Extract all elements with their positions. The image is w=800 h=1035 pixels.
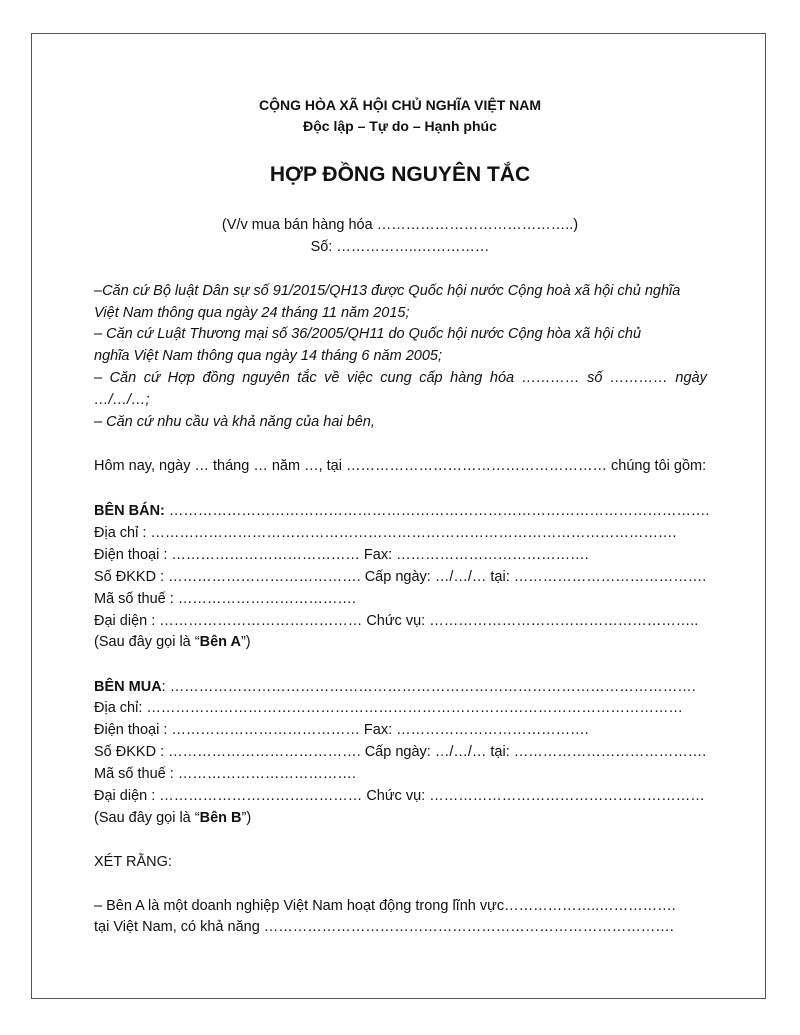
basis-word: cung [380, 370, 412, 386]
buyer-tax-code: Mã số thuế : ………………………………. [94, 766, 356, 782]
contract-title: HỢP ĐỒNG NGUYÊN TẮC [269, 163, 531, 186]
basis-commercial-law-1: – Căn cứ Luật Thương mại số 36/2005/QH11 do Quốc hội nước Cộng hòa xã hội chủ [94, 326, 642, 342]
basis-word: số [587, 370, 603, 386]
whereas-heading: XÉT RẰNG: [94, 854, 172, 870]
basis-framework-date: …/…/…; [94, 392, 150, 408]
buyer-name-blank: : ………………………………………………………………………………………………. [161, 679, 696, 695]
contract-subject: (V/v mua bán hàng hóa …………………………………..) [221, 217, 579, 233]
seller-name-line [94, 502, 709, 520]
basis-word: Căn [109, 370, 137, 386]
basis-word: việc [346, 370, 373, 386]
seller-note-prefix: (Sau đây gọi là “ [94, 634, 200, 650]
basis-civil-code-2: Việt Nam thông qua ngày 24 tháng 11 năm 2015; [94, 305, 410, 321]
basis-framework-contract [94, 369, 707, 387]
basis-word: nguyên [242, 370, 290, 386]
seller-alias-note [94, 633, 251, 651]
seller-phone-fax: Điện thoại : ………………………………… Fax: …………………………………. [94, 547, 589, 563]
seller-alias: Bên A [199, 634, 241, 650]
buyer-label: BÊN MUA [94, 679, 162, 695]
buyer-business-registration: Số ĐKKD : …………………………………. Cấp ngày: …/…/… tại: …………………………………. [94, 744, 707, 760]
basis-word: ………… [521, 370, 580, 386]
motto: Độc lập – Tự do – Hạnh phúc [303, 118, 497, 134]
basis-word: tắc [297, 370, 317, 386]
country-header: CỘNG HÒA XÃ HỘI CHỦ NGHĨA VIỆT NAM [258, 97, 542, 113]
buyer-alias: Bên B [199, 810, 242, 826]
basis-word: cứ [143, 370, 161, 386]
whereas-clause-1: – Bên A là một doanh nghiệp Việt Nam hoạt động trong lĩnh vực………………..……………. [94, 898, 676, 914]
buyer-representative: Đại diện : …………………………………… Chức vụ: ………………………………………………… [94, 788, 705, 804]
basis-word: đồng [202, 370, 235, 386]
basis-needs: – Căn cứ nhu cầu và khả năng của hai bên, [94, 414, 375, 430]
seller-business-registration: Số ĐKKD : …………………………………. Cấp ngày: …/…/… tại: …………………………………. [94, 569, 707, 585]
seller-address: Địa chỉ : ………………………………………………………………………………………………. [94, 525, 677, 541]
basis-word: – [94, 370, 103, 386]
buyer-name-line [94, 678, 696, 696]
contract-number: Số: ……………..…………… [310, 239, 490, 255]
seller-label: BÊN BÁN: [94, 503, 165, 519]
buyer-note-prefix: (Sau đây gọi là “ [94, 810, 200, 826]
buyer-note-suffix: ”) [241, 810, 252, 826]
basis-word: ngày [675, 370, 707, 386]
basis-word: về [324, 370, 340, 386]
basis-word: Hợp [167, 370, 195, 386]
seller-tax-code: Mã số thuế : ………………………………. [94, 591, 356, 607]
basis-word: cấp [419, 370, 443, 386]
basis-word: hàng [450, 370, 483, 386]
basis-commercial-law-2: nghĩa Việt Nam thông qua ngày 14 tháng 6 năm 2005; [94, 348, 442, 364]
seller-note-suffix: ”) [240, 634, 251, 650]
seller-representative: Đại diện : …………………………………… Chức vụ: ……………………………………………….. [94, 613, 699, 629]
basis-word: hóa [489, 370, 515, 386]
buyer-address: Địa chỉ: ………………………………………………………………………………………………… [94, 700, 683, 716]
basis-civil-code-1: –Căn cứ Bộ luật Dân sự số 91/2015/QH13 được Quốc hội nước Cộng hoà xã hội chủ nghĩa [94, 283, 681, 299]
meeting-statement: Hôm nay, ngày … tháng … năm …, tại ……………………………………………… chúng tôi gồm: [94, 458, 707, 474]
seller-name-blank: …………………………………………………………………………………………………. [164, 503, 710, 519]
buyer-phone-fax: Điện thoại : ………………………………… Fax: …………………………………. [94, 722, 589, 738]
buyer-alias-note [94, 809, 251, 827]
whereas-clause-2: tại Việt Nam, có khả năng …………………………………………………………………………. [94, 919, 674, 935]
basis-word: ………… [609, 370, 668, 386]
